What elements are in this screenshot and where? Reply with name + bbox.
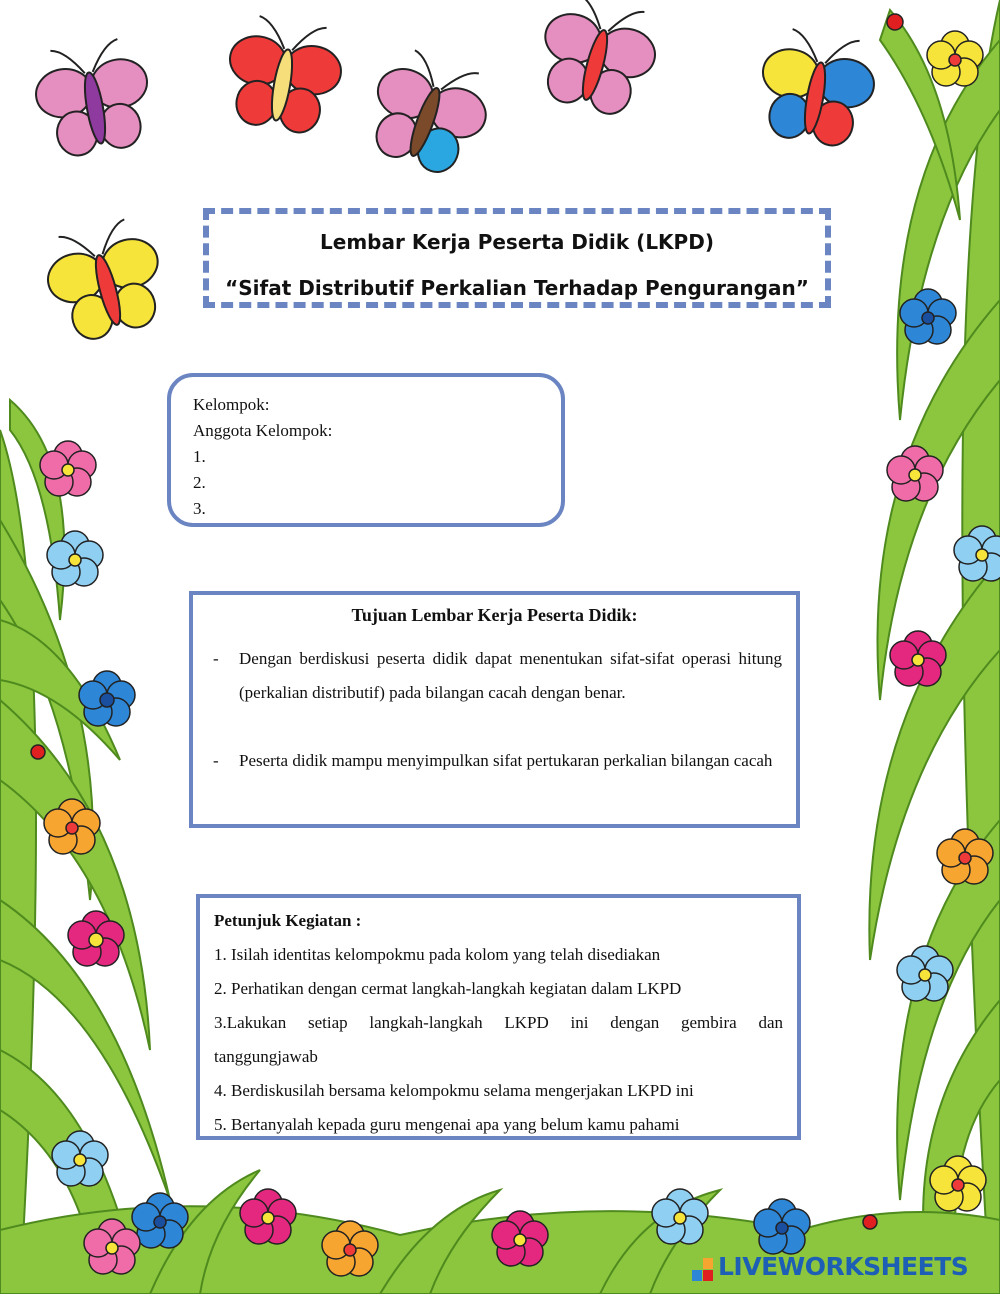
member-line-3: 3. [193, 499, 206, 518]
flower-icon [240, 1189, 296, 1244]
worksheet-title: Lembar Kerja Peserta Didik (LKPD) [320, 230, 714, 254]
liveworksheets-watermark [692, 1252, 992, 1286]
butterfly-icon [219, 12, 348, 138]
watermark-text: LIVEWORKSHEETS [718, 1252, 969, 1281]
liveworksheets-logo-icon [692, 1258, 714, 1282]
group-label: Kelompok: [193, 395, 270, 414]
flower-icon [40, 441, 96, 496]
instruction-step: 5. Bertanyalah kepada guru mengenai apa yang belum kamu pahami [214, 1115, 680, 1134]
goal-item [213, 744, 782, 778]
flower-icon [927, 31, 983, 86]
instruction-step: 2. Perhatikan dengan cermat langkah-langkah kegiatan dalam LKPD [214, 979, 682, 998]
instruction-step: 4. Berdiskusilah bersama kelompokmu selama mengerjakan LKPD ini [214, 1081, 694, 1100]
instructions-title: Petunjuk Kegiatan : [214, 911, 362, 930]
worksheet-subtitle: “Sifat Distributif Perkalian Terhadap Pengurangan” [225, 276, 809, 300]
title-box [203, 208, 831, 308]
butterfly-icon [752, 25, 881, 151]
group-identity-box [167, 373, 565, 527]
instruction-step: 1. Isilah identitas kelompokmu pada kolom yang telah disediakan [214, 945, 661, 964]
bullet-dash: - [213, 649, 219, 668]
member-line-1: 1. [193, 447, 206, 466]
goal-text: Dengan berdiskusi peserta didik dapat menentukan sifat-sifat operasi hitung (perkalian distributif) pada bilangan cacah dengan benar. [239, 649, 782, 702]
goal-item [213, 642, 782, 710]
goals-box [189, 591, 800, 828]
instruction-step-continued: tanggungjawab [214, 1047, 318, 1066]
member-line-2: 2. [193, 473, 206, 492]
flower-icon [954, 526, 1000, 581]
butterfly-icon [37, 214, 173, 347]
butterfly-icon [29, 35, 158, 161]
goal-text: Peserta didik mampu menyimpulkan sifat pertukaran perkalian bilangan cacah [239, 751, 773, 770]
flower-icon [754, 1199, 810, 1254]
instructions-box [196, 894, 801, 1140]
instruction-step: 3.Lakukan setiap langkah-langkah LKPD ini dengan gembira dan [214, 1013, 783, 1032]
members-label: Anggota Kelompok: [193, 421, 333, 440]
flower-icon [890, 631, 946, 686]
flower-icon [132, 1193, 188, 1248]
butterfly-icon [357, 43, 499, 183]
flower-icon [79, 671, 135, 726]
butterfly-icon [530, 0, 666, 122]
bullet-dash: - [213, 751, 219, 770]
goals-title: Tujuan Lembar Kerja Peserta Didik: [351, 605, 638, 625]
